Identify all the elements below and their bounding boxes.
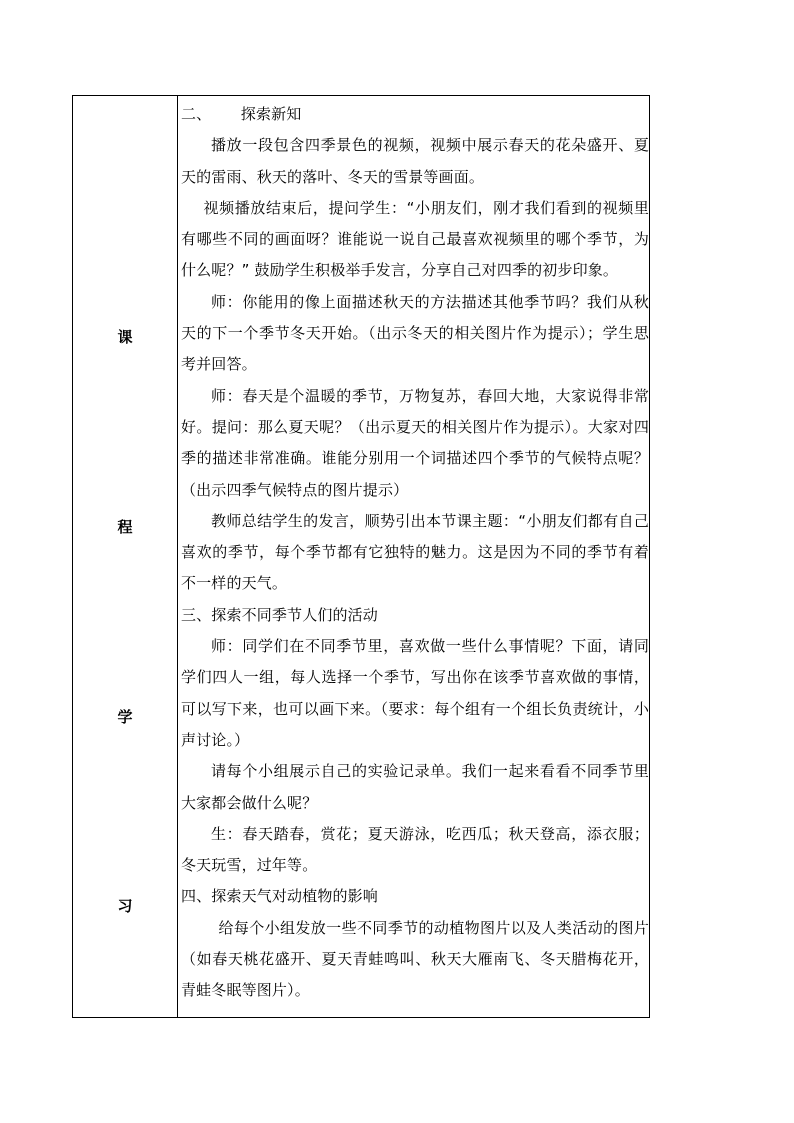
label-char-xi: 习 [117, 897, 133, 915]
section-label-cell [73, 96, 178, 1018]
paragraph-video-intro: 播放一段包含四季景色的视频，视频中展示春天的花朵盛开、夏天的雷雨、秋天的落叶、冬天的雪景等画面。 [181, 136, 649, 186]
label-char-xue: 学 [117, 708, 133, 726]
lesson-content-cell [178, 96, 650, 1018]
paragraph-picture-handout: 给每个小组发放一些不同季节的动植物图片以及人类活动的图片（如春天桃花盛开、夏天青蛙鸣叫、秋天大雁南飞、冬天腊梅花开，青蛙冬眠等图片）。 [181, 918, 649, 1000]
paragraph-group-task: 师：同学们在不同季节里，喜欢做一些什么事情呢？下面，请同学们四人一组，每人选择一个季节，写出你在该季节喜欢做的事情，可以写下来，也可以画下来。（要求：每个组有一个组长负责统计，小声讨论。） [181, 637, 649, 749]
paragraph-group-show: 请每个小组展示自己的实验记录单。我们一起来看看不同季节里大家都会做什么呢？ [181, 762, 649, 812]
paragraph-student-answer: 生：春天踏春，赏花；夏天游泳，吃西瓜；秋天登高，添衣服；冬天玩雪，过年等。 [181, 824, 649, 875]
lesson-table [72, 95, 650, 1018]
paragraph-teacher-spring: 师：春天是个温暖的季节，万物复苏，春回大地，大家说得非常好。提问：那么夏天呢？（出示夏天的相关图片作为提示）。大家对四季的描述非常准确。谁能分别用一个词描述四个季节的气候特点呢？（出示四季气候特点的图片提示） [181, 386, 649, 499]
section-heading-explore-new: 二、 探索新知 [181, 105, 302, 123]
paragraph-teacher-summary: 教师总结学生的发言，顺势引出本节课主题：“小朋友们都有自己喜欢的季节，每个季节都有它独特的魅力。这是因为不同的季节有着不一样的天气。 [181, 511, 649, 593]
paragraph-teacher-autumn: 师：你能用的像上面描述秋天的方法描述其他季节吗？我们从秋天的下一个季节冬天开始。（出示冬天的相关图片作为提示）；学生思考并回答。 [181, 292, 649, 374]
paragraph-video-question: 视频播放结束后，提问学生：“小朋友们，刚才我们看到的视频里有哪些不同的画面呀？谁能说一说自己最喜欢视频里的哪个季节，为什么呢？” 鼓励学生积极举手发言，分享自己对四季的初步印象。 [181, 198, 649, 280]
lesson-content [178, 96, 649, 1007]
section-heading-weather-effects: 四、探索天气对动植物的影响 [181, 887, 378, 906]
section-heading-activities: 三、探索不同季节人们的活动 [181, 605, 378, 624]
label-char-ke: 课 [117, 328, 133, 346]
label-char-cheng: 程 [117, 518, 133, 536]
